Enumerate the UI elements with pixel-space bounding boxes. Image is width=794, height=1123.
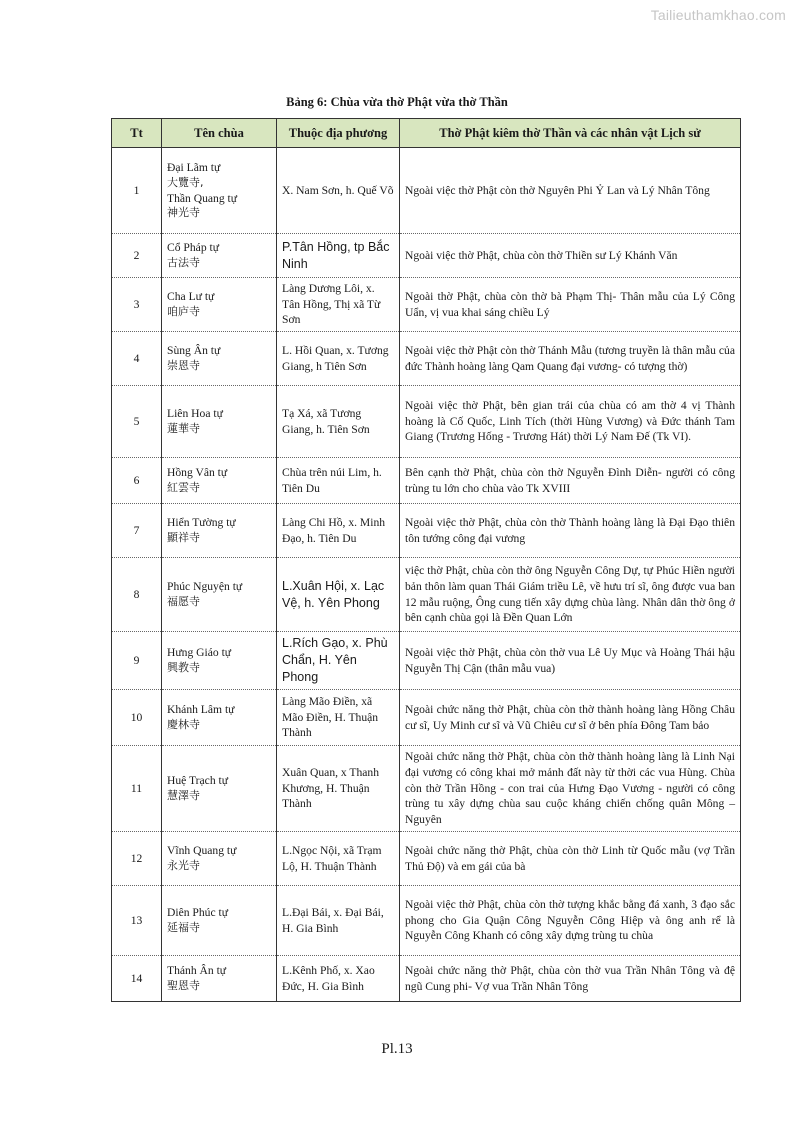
temple-name-cell xyxy=(162,504,277,558)
table-row xyxy=(112,632,741,690)
temple-name: Cổ Pháp tự xyxy=(167,241,220,255)
temple-name: Thần Quang tự xyxy=(167,191,238,205)
temple-name-cell xyxy=(162,386,277,458)
temple-name-cell xyxy=(162,332,277,386)
worship-description-cell: Ngoài chức năng thờ Phật, chùa còn thờ Linh từ Quốc mẫu (vợ Trần Thủ Độ) và em gái của bà xyxy=(400,832,741,886)
temple-name: Liên Hoa tự xyxy=(167,407,223,421)
row-number: 9 xyxy=(112,632,162,690)
page-number: Pl.13 xyxy=(381,1041,413,1057)
locality-cell: L.Kênh Phố, x. Xao Đức, H. Gia Bình xyxy=(277,956,400,1002)
table-row xyxy=(112,148,741,234)
table-row xyxy=(112,234,741,278)
header-tt: Tt xyxy=(112,119,162,148)
temple-name-chinese: 永光寺 xyxy=(167,858,200,872)
table-row xyxy=(112,956,741,1002)
table-row xyxy=(112,332,741,386)
table-row xyxy=(112,558,741,632)
table-row xyxy=(112,886,741,956)
locality-cell: Làng Dương Lôi, x. Tân Hồng, Thị xã Từ Sơn xyxy=(277,278,400,332)
temple-name: Thánh Ân tự xyxy=(167,964,227,978)
table-row xyxy=(112,386,741,458)
row-number: 2 xyxy=(112,234,162,278)
table-row xyxy=(112,458,741,504)
temple-name-cell xyxy=(162,458,277,504)
row-number: 1 xyxy=(112,148,162,234)
temple-name-chinese: 紅雲寺 xyxy=(167,480,200,494)
temple-name: Hưng Giáo tự xyxy=(167,646,232,660)
worship-description-cell: Bên cạnh thờ Phật, chùa còn thờ Nguyễn Đình Diễn- người có công trùng tu lớn cho chùa vào Tk XVIII xyxy=(400,458,741,504)
temple-name-cell xyxy=(162,558,277,632)
row-number: 3 xyxy=(112,278,162,332)
locality-cell: Làng Chi Hồ, x. Minh Đạo, h. Tiên Du xyxy=(277,504,400,558)
worship-description-cell: Ngoài chức năng thờ Phật, chùa còn thờ thành hoàng làng là Linh Nại đại vương có công khai mở mảnh đất này từ thời các vua Hùng. Chùa còn thờ Trần Hồng - con trai của Hưng Đạo Vương - người có công trùng tu xây dựng chùa sau cuộc kháng chiến chống quân Mông – Nguyên xyxy=(400,746,741,832)
watermark: Tailieuthamkhao.com xyxy=(650,7,786,23)
temple-name: Đại Lãm tự xyxy=(167,161,221,175)
locality-cell: L.Xuân Hội, x. Lạc Vệ, h. Yên Phong xyxy=(277,558,400,632)
worship-description-cell: Ngoài thờ Phật, chùa còn thờ bà Phạm Thị- Thân mẫu của Lý Công Uẩn, vị vua khai sáng chiều Lý xyxy=(400,278,741,332)
temple-name-chinese: 慧澤寺 xyxy=(167,788,200,802)
temple-name-cell xyxy=(162,832,277,886)
temple-name: Huệ Trạch tự xyxy=(167,774,229,788)
header-temple-name: Tên chùa xyxy=(162,119,277,148)
row-number: 8 xyxy=(112,558,162,632)
temple-name-chinese: 顯祥寺 xyxy=(167,530,200,544)
table-header-row xyxy=(112,119,741,148)
row-number: 10 xyxy=(112,690,162,746)
locality-cell: L. Hồi Quan, x. Tương Giang, h Tiên Sơn xyxy=(277,332,400,386)
row-number: 7 xyxy=(112,504,162,558)
row-number: 12 xyxy=(112,832,162,886)
temple-table xyxy=(111,118,741,1002)
temple-name-cell xyxy=(162,278,277,332)
temple-name-cell xyxy=(162,234,277,278)
temple-name-cell xyxy=(162,632,277,690)
worship-description-cell: Ngoài việc thờ Phật còn thờ Thánh Mẫu (tương truyền là thân mẫu của đức Thành hoàng làng Qam Quang đại vương- có tượng thờ) xyxy=(400,332,741,386)
worship-description-cell: Ngoài việc thờ Phật, chùa còn thờ Thiền sư Lý Khánh Văn xyxy=(400,234,741,278)
worship-description-cell: Ngoài chức năng thờ Phật, chùa còn thờ vua Trần Nhân Tông và đệ ngũ Cung phi- Vợ vua Trần Nhân Tông xyxy=(400,956,741,1002)
row-number: 4 xyxy=(112,332,162,386)
temple-name-chinese: 古法寺 xyxy=(167,255,200,269)
temple-name-chinese: 興教寺 xyxy=(167,660,200,674)
table-row xyxy=(112,746,741,832)
worship-description-cell: việc thờ Phật, chùa còn thờ ông Nguyễn Công Dự, tự Phúc Hiền người bản thôn làm quan Thái Giám triều Lê, về hưu trí sĩ, ông được vua ban 12 mẫu ruộng, Ông cung tiến xây dựng chùa làng. Nhân dân thờ ông ở bên cạnh chùa gọi là Đền Quan Lớn xyxy=(400,558,741,632)
table-row xyxy=(112,832,741,886)
temple-name: Khánh Lâm tự xyxy=(167,703,235,717)
temple-name-chinese: 延福寺 xyxy=(167,920,200,934)
header-worship: Thờ Phật kiêm thờ Thần và các nhân vật Lịch sử xyxy=(400,119,741,148)
row-number: 14 xyxy=(112,956,162,1002)
temple-name-cell xyxy=(162,956,277,1002)
temple-name: Vĩnh Quang tự xyxy=(167,844,237,858)
row-number: 6 xyxy=(112,458,162,504)
temple-name-chinese: 神光寺 xyxy=(167,206,200,220)
temple-name-cell xyxy=(162,690,277,746)
temple-name: Diên Phúc tự xyxy=(167,906,229,920)
temple-name: Sùng Ân tự xyxy=(167,344,221,358)
temple-name-chinese: 慶林寺 xyxy=(167,717,200,731)
worship-description-cell: Ngoài việc thờ Phật còn thờ Nguyên Phi Ỷ Lan và Lý Nhân Tông xyxy=(400,148,741,234)
worship-description-cell: Ngoài việc thờ Phật, chùa còn thờ tượng khắc bằng đá xanh, 3 đạo sắc phong cho Gia Quận Công Nguyễn Công Hiệp và ông anh rể là Nguyễn Công Khanh có công xây dựng trùng tu chùa xyxy=(400,886,741,956)
locality-cell: L.Ngọc Nội, xã Trạm Lộ, H. Thuận Thành xyxy=(277,832,400,886)
temple-name: Phúc Nguyện tự xyxy=(167,580,243,594)
temple-name-chinese: 福愿寺 xyxy=(167,594,200,608)
temple-name: Hiển Tường tự xyxy=(167,516,236,530)
table-row xyxy=(112,278,741,332)
temple-name-chinese: 崇恩寺 xyxy=(167,358,200,372)
temple-name-chinese: 咱庐寺 xyxy=(167,304,200,318)
row-number: 11 xyxy=(112,746,162,832)
temple-name-chinese: 聖恩寺 xyxy=(167,978,200,992)
locality-cell: X. Nam Sơn, h. Quế Võ xyxy=(277,148,400,234)
worship-description-cell: Ngoài chức năng thờ Phật, chùa còn thờ thành hoàng làng Hồng Châu cư sĩ, Uy Minh cư sĩ và Vũ Chiêu cư sĩ ở bên phía Đông Tam bảo xyxy=(400,690,741,746)
temple-name: Cha Lư tự xyxy=(167,290,215,304)
table-row xyxy=(112,504,741,558)
locality-cell: P.Tân Hồng, tp Bắc Ninh xyxy=(277,234,400,278)
header-locality: Thuộc địa phương xyxy=(277,119,400,148)
locality-cell: L.Rích Gạo, x. Phù Chẩn, H. Yên Phong xyxy=(277,632,400,690)
temple-name-cell xyxy=(162,148,277,234)
locality-cell: Tạ Xá, xã Tương Giang, h. Tiên Sơn xyxy=(277,386,400,458)
worship-description-cell: Ngoài việc thờ Phật, bên gian trái của chùa có am thờ 4 vị Thành hoàng là Cố Quốc, Linh Tích (thời Hùng Vương) và Đức thánh Tam Giang (Trương Hống - Trương Hát) thời Lý Nam Đế (Tk VI). xyxy=(400,386,741,458)
temple-name-cell xyxy=(162,886,277,956)
table-row xyxy=(112,690,741,746)
temple-name: Hồng Vân tự xyxy=(167,466,228,480)
locality-cell: Làng Mão Điền, xã Mão Điền, H. Thuận Thành xyxy=(277,690,400,746)
temple-name-cell xyxy=(162,746,277,832)
row-number: 5 xyxy=(112,386,162,458)
locality-cell: L.Đại Bái, x. Đại Bái, H. Gia Bình xyxy=(277,886,400,956)
worship-description-cell: Ngoài việc thờ Phật, chùa còn thờ vua Lê Uy Mục và Hoàng Thái hậu Nguyễn Thị Cận (thân mẫu vua) xyxy=(400,632,741,690)
worship-description-cell: Ngoài việc thờ Phật, chùa còn thờ Thành hoàng làng là Đại Đạo thiên tôn tướng công đại vương xyxy=(400,504,741,558)
locality-cell: Xuân Quan, x Thanh Khương, H. Thuận Thành xyxy=(277,746,400,832)
temple-name-chinese: 蓮華寺 xyxy=(167,421,200,435)
table-title: Bảng 6: Chùa vừa thờ Phật vừa thờ Thần xyxy=(286,95,508,109)
row-number: 13 xyxy=(112,886,162,956)
temple-name-chinese: 大覽寺, xyxy=(167,175,204,189)
locality-cell: Chùa trên núi Lim, h. Tiên Du xyxy=(277,458,400,504)
